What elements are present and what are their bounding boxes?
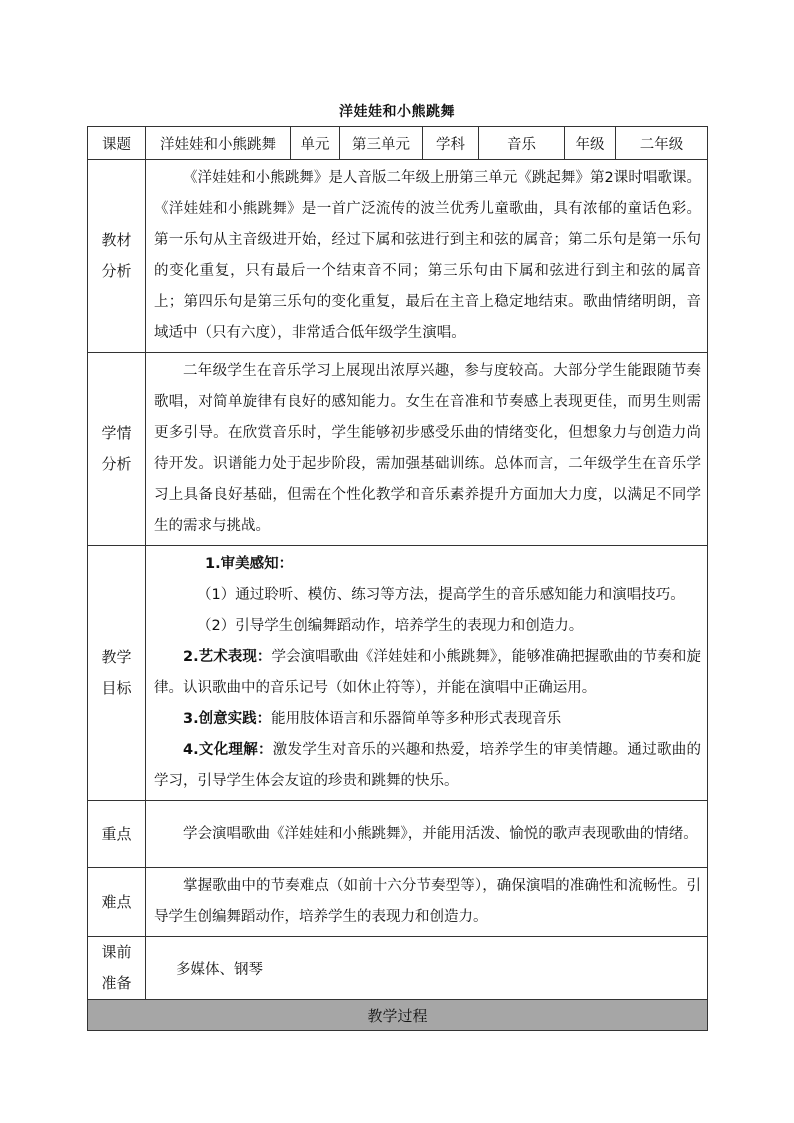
lesson-plan-table (87, 126, 708, 1031)
unit-value: 第三单元 (340, 127, 423, 160)
subject-label: 学科 (423, 127, 479, 160)
preparation-text: 多媒体、钢琴 (146, 937, 708, 1000)
goal-1: 1.审美感知： (205, 556, 294, 572)
grade-value: 二年级 (616, 127, 708, 160)
goal-3: 3.创意实践：能用肢体语言和乐器简单等多种形式表现音乐 (183, 711, 562, 727)
teaching-goals-label: 教学 目标 (88, 546, 146, 801)
process-header: 教学过程 (88, 1000, 708, 1031)
header-row (88, 127, 708, 160)
learner-analysis-text: 二年级学生在音乐学习上展现出浓厚兴趣，参与度较高。大部分学生能跟随节奏歌唱，对简单旋律有良好的感知能力。女生在音准和节奏感上表现更佳，而男生则需更多引导。在欣赏音乐时，学生能够初步感受乐曲的情绪变化，但想象力与创造力尚待开发。识谱能力处于起步阶段，需加强基础训练。总体而言，二年级学生在音乐学习上具备良好基础，但需在个性化教学和音乐素养提升方面加大力度，以满足不同学生的需求与挑战。 (146, 353, 708, 546)
preparation-row (88, 937, 708, 1000)
teaching-goals-row (88, 546, 708, 801)
material-analysis-label: 教材 分析 (88, 160, 146, 353)
key-point-text: 学会演唱歌曲《洋娃娃和小熊跳舞》，并能用活泼、愉悦的歌声表现歌曲的情绪。 (146, 801, 708, 868)
course-label: 课题 (88, 127, 146, 160)
difficulty-text: 掌握歌曲中的节奏难点（如前十六分节奏型等），确保演唱的准确性和流畅性。引导学生创编舞蹈动作，培养学生的表现力和创造力。 (146, 868, 708, 937)
material-analysis-row (88, 160, 708, 353)
key-point-row (88, 801, 708, 868)
difficulty-label: 难点 (88, 868, 146, 937)
learner-analysis-row (88, 353, 708, 546)
teaching-goals-text (146, 546, 708, 801)
goal-1-item-1: （1）通过聆听、模仿、练习等方法，提高学生的音乐感知能力和演唱技巧。 (197, 587, 685, 603)
goal-2: 2.艺术表现：学会演唱歌曲《洋娃娃和小熊跳舞》，能够准确把握歌曲的节奏和旋律。认识歌曲中的音乐记号（如休止符等），并能在演唱中正确运用。 (154, 649, 701, 696)
material-analysis-text: 《洋娃娃和小熊跳舞》是人音版二年级上册第三单元《跳起舞》第2课时唱歌课。《洋娃娃和小熊跳舞》是一首广泛流传的波兰优秀儿童歌曲，具有浓郁的童话色彩。第一乐句从主音级进开始，经过下属和弦进行到主和弦的属音；第二乐句是第一乐句的变化重复，只有最后一个结束音不同；第三乐句由下属和弦进行到主和弦的属音上；第四乐句是第三乐句的变化重复，最后在主音上稳定地结束。歌曲情绪明朗，音域适中（只有六度），非常适合低年级学生演唱。 (146, 160, 708, 353)
subject-value: 音乐 (479, 127, 565, 160)
document-title: 洋娃娃和小熊跳舞 (339, 104, 455, 120)
learner-analysis-label: 学情 分析 (88, 353, 146, 546)
goal-4: 4.文化理解：激发学生对音乐的兴趣和热爱，培养学生的审美情趣。通过歌曲的学习，引导学生体会友谊的珍贵和跳舞的快乐。 (154, 742, 701, 789)
difficulty-row (88, 868, 708, 937)
key-point-label: 重点 (88, 801, 146, 868)
goal-1-item-2: （2）引导学生创编舞蹈动作，培养学生的表现力和创造力。 (197, 618, 584, 634)
process-header-row (88, 1000, 708, 1031)
course-value: 洋娃娃和小熊跳舞 (146, 127, 291, 160)
unit-label: 单元 (291, 127, 340, 160)
preparation-label: 课前 准备 (88, 937, 146, 1000)
grade-label: 年级 (565, 127, 616, 160)
